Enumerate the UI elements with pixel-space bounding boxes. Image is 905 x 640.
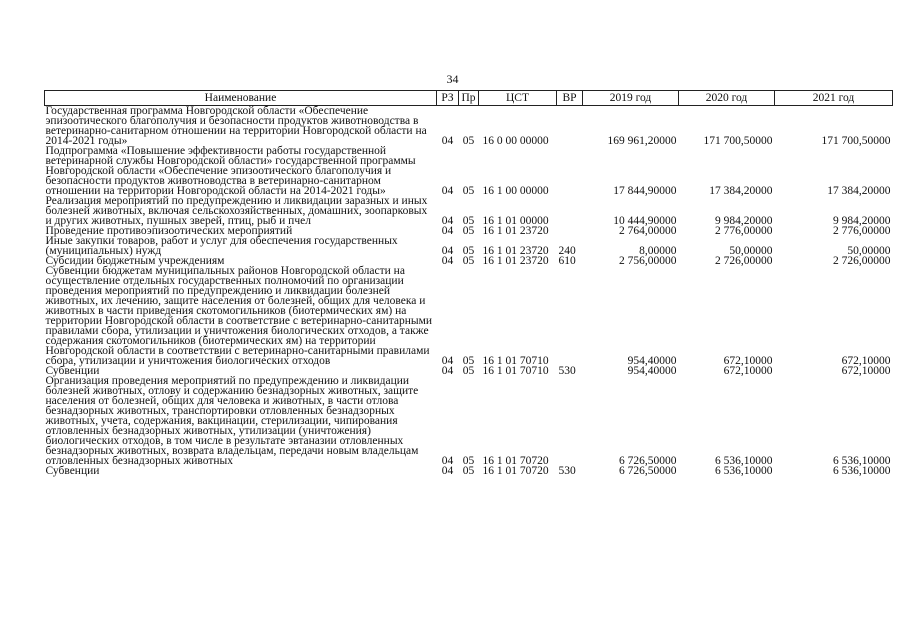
cell-2020: 2 726,00000 (715, 255, 773, 267)
cell-2019: 8,00000 (639, 245, 677, 257)
header-2021: 2021 год (775, 91, 893, 106)
cell-vr: 530 (558, 465, 576, 477)
cell-vr: 530 (558, 365, 576, 377)
budget-table (44, 90, 893, 476)
cell-name: Субвенции бюджетам муниципальных районов Новгородской области на осуществление отдельных государственных полномочий по организации проведения мероприятий по предупреждению и ликвидации болезней животных, их лечению, защите населения от болезней, общих для человека и животных в части приведения скотомогильников (биотермических ям) на территории Новгородской области в соответствие с ветеринарно-санитарными правилами сбора, утилизации и уничтожения биологических отходов, а также содержания скотомогильников (биотермических ям) на территории Новгородской области в соответствии с ветеринарно-санитарными правилами сбора, утилизации и уничтожения биологических отходов (45, 265, 433, 367)
cell-vr (557, 196, 583, 226)
header-rz: РЗ (437, 91, 459, 106)
cell-vr (557, 106, 583, 147)
cell-2021: 2 776,00000 (833, 225, 891, 237)
cell-2021: 6 536,10000 (833, 455, 891, 467)
cell-cst: 16 0 00 00000 (482, 135, 549, 147)
header-2020: 2020 год (679, 91, 775, 106)
cell-rz: 04 (441, 215, 454, 227)
cell-vr: 240 (558, 245, 576, 257)
cell-name: Организация проведения мероприятий по предупреждению и ликвидации болезней животных, отлову и содержанию безнадзорных животных, защите населения от болезней, общих для человека и животных, в части отлова безнадзорных животных, транспортировки отловленных безнадзорных животных, учета, содержания, вакцинации, стерилизации, чипирования отловленных безнадзорных животных, утилизации (уничтожения) биологических отходов, в том числе в результате эвтаназии отловленных безнадзорных животных, возврата владельцам, передачи новым владельцам отловленных безнадзорных животных (45, 375, 419, 467)
cell-pr: 05 (462, 185, 475, 197)
cell-rz: 04 (441, 135, 454, 147)
cell-2021: 6 536,10000 (833, 465, 891, 477)
cell-2020: 672,10000 (723, 355, 773, 367)
table-row (45, 196, 893, 226)
header-pr: Пр (459, 91, 479, 106)
cell-2019: 954,40000 (627, 355, 677, 367)
table-header-row (45, 91, 893, 106)
cell-name: Проведение противоэпизоотических мероприятий (45, 225, 293, 237)
header-vr: ВР (557, 91, 583, 106)
cell-cst: 16 1 01 70710 (482, 355, 549, 367)
cell-rz: 04 (441, 465, 454, 477)
table-row (45, 266, 893, 366)
cell-pr: 05 (462, 355, 475, 367)
cell-name: Подпрограмма «Повышение эффективности работы государственной ветеринарной службы Новгородской области» государственной программы Новгородской области «Обеспечение эпизоотического благополучия и безопасности продуктов животноводства в ветеринарно-санитарном отношении на территории Новгородской области на 2014-2021 годы» (45, 145, 416, 197)
cell-vr (557, 226, 583, 236)
cell-pr: 05 (462, 215, 475, 227)
cell-rz: 04 (441, 355, 454, 367)
table-row (45, 106, 893, 147)
cell-2020: 672,10000 (723, 365, 773, 377)
header-name: Наименование (45, 91, 437, 106)
cell-2019: 17 844,90000 (613, 185, 677, 197)
header-cst: ЦСТ (479, 91, 557, 106)
cell-pr: 05 (462, 225, 475, 237)
cell-cst: 16 1 01 70720 (482, 465, 549, 477)
cell-2020: 50,00000 (729, 245, 773, 257)
table-row (45, 146, 893, 196)
cell-pr: 05 (462, 365, 475, 377)
cell-pr: 05 (462, 245, 475, 257)
cell-2020: 6 536,10000 (715, 455, 773, 467)
cell-2019: 2 764,00000 (619, 225, 677, 237)
cell-cst: 16 1 01 23720 (482, 255, 549, 267)
cell-name: Иные закупки товаров, работ и услуг для обеспечения государственных (муниципальных) нужд (45, 235, 398, 257)
cell-cst: 16 1 01 70710 (482, 365, 549, 377)
cell-rz: 04 (441, 255, 454, 267)
cell-vr (557, 266, 583, 366)
cell-2020: 9 984,20000 (715, 215, 773, 227)
cell-2019: 10 444,90000 (613, 215, 677, 227)
cell-pr: 05 (462, 135, 475, 147)
cell-rz: 04 (441, 365, 454, 377)
cell-2021: 2 726,00000 (833, 255, 891, 267)
cell-2020: 171 700,50000 (703, 135, 773, 147)
cell-cst: 16 1 01 23720 (482, 245, 549, 257)
cell-2021: 672,10000 (841, 365, 891, 377)
table-row (45, 376, 893, 466)
cell-2019: 954,40000 (627, 365, 677, 377)
cell-rz: 04 (441, 455, 454, 467)
cell-2019: 6 726,50000 (619, 465, 677, 477)
cell-name: Субвенции (45, 365, 100, 377)
cell-rz: 04 (441, 245, 454, 257)
cell-pr: 05 (462, 255, 475, 267)
cell-cst: 16 1 01 23720 (482, 225, 549, 237)
cell-2021: 9 984,20000 (833, 215, 891, 227)
page-number: 34 (446, 72, 459, 86)
cell-vr (557, 146, 583, 196)
cell-name: Субсидии бюджетным учреждениям (45, 255, 225, 267)
cell-rz: 04 (441, 185, 454, 197)
cell-name: Реализация мероприятий по предупреждению и ликвидации заразных и иных болезней животных, включая сельскохозяйственных, домашних, зоопарковых и других животных, пушных зверей, птиц, рыб и пчел (45, 195, 428, 227)
cell-2020: 6 536,10000 (715, 465, 773, 477)
cell-vr: 610 (558, 255, 576, 267)
cell-2019: 169 961,20000 (607, 135, 677, 147)
cell-2021: 17 384,20000 (827, 185, 891, 197)
cell-2021: 171 700,50000 (821, 135, 891, 147)
cell-pr: 05 (462, 465, 475, 477)
cell-2021: 672,10000 (841, 355, 891, 367)
cell-cst: 16 1 00 00000 (482, 185, 549, 197)
cell-2019: 6 726,50000 (619, 455, 677, 467)
cell-2020: 17 384,20000 (709, 185, 773, 197)
table-row (45, 466, 893, 476)
cell-2021: 50,00000 (847, 245, 891, 257)
cell-2020: 2 776,00000 (715, 225, 773, 237)
table-row (45, 236, 893, 256)
header-2019: 2019 год (583, 91, 679, 106)
cell-pr: 05 (462, 455, 475, 467)
cell-name: Государственная программа Новгородской области «Обеспечение эпизоотического благополучия и безопасности продуктов животноводства в ветеринарно-санитарном отношении на территории Новгородской области на 2014-2021 годы» (45, 105, 427, 147)
cell-cst: 16 1 01 00000 (482, 215, 549, 227)
cell-2019: 2 756,00000 (619, 255, 677, 267)
cell-name: Субвенции (45, 465, 100, 477)
cell-rz: 04 (441, 225, 454, 237)
cell-vr (557, 376, 583, 466)
cell-cst: 16 1 01 70720 (482, 455, 549, 467)
